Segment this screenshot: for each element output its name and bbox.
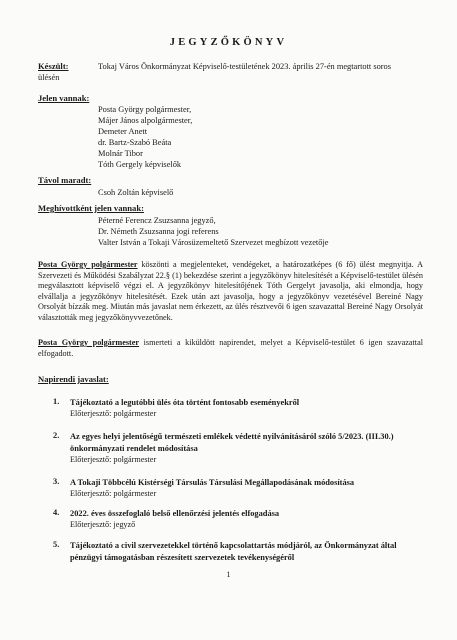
agenda-item-number: 4. (53, 508, 60, 517)
agenda-item-number: 2. (53, 431, 60, 440)
agenda-item-presenter: Előterjesztő: polgármester (70, 409, 157, 418)
speaker-name: Posta György polgármester (38, 260, 138, 269)
page-number: 1 (226, 570, 231, 579)
keszult-line1: Tokaj Város Önkormányzat Képviselő-testületének 2023. április 27-én megtartott soros (98, 62, 392, 71)
agenda-item-title: Az egyes helyi jelentőségű természeti emlékek védetté nyilvánításáról szóló 5/2023. (III.30.) önkormányzati rendelet módosítása (70, 432, 394, 453)
jelen-vannak-label: Jelen vannak: (38, 93, 90, 103)
tavol-label: Távol maradt: (38, 175, 92, 185)
agenda-item-presenter: Előterjesztő: polgármester (70, 455, 157, 464)
invited-member: Dr. Németh Zsuzsanna jogi referens (98, 227, 219, 236)
agenda-item-number: 3. (53, 477, 60, 486)
paragraph-text: ismerteti a kiküldött napirendet, melyet a Képviselő-testület 6 igen szavazattal elfogadott. (38, 338, 423, 358)
present-member: dr. Bartz-Szabó Beáta (98, 138, 172, 147)
agenda-item-title: A Tokaji Többcélú Kistérségi Társulás Társulási Megállapodásának módosítása (70, 478, 355, 487)
invited-member: Valter István a Tokaji Városüzemeltető Szervezet megbízott vezetője (98, 238, 329, 247)
agenda-item-title: Tájékoztató a legutóbbi ülés óta történt fontosabb eseményekről (70, 398, 300, 407)
agenda-item-number: 5. (53, 540, 60, 549)
napirendi-label: Napirendi javaslat: (38, 374, 109, 384)
present-member: Molnár Tibor (98, 149, 143, 158)
present-member: Demeter Anett (98, 127, 148, 136)
present-member: Posta György polgármester, (98, 105, 192, 114)
agenda-item-presenter: Előterjesztő: polgármester (70, 489, 157, 498)
invited-member: Péterné Ferencz Zsuzsanna jegyző, (98, 216, 216, 225)
meghivott-label: Meghívottként jelen vannak: (38, 203, 144, 213)
absent-member: Csoh Zoltán képviselő (98, 188, 174, 197)
agenda-item-number: 1. (53, 397, 60, 406)
present-member: Májer János alpolgármester, (98, 116, 193, 125)
agenda-acceptance-paragraph (38, 338, 423, 359)
document-title: JEGYZŐKÖNYV (169, 37, 288, 48)
opening-paragraph (38, 260, 423, 324)
speaker-name: Posta György polgármester (38, 338, 140, 347)
agenda-item-presenter: Előterjesztő: jegyző (70, 520, 136, 529)
keszult-line2: ülésén (38, 73, 60, 82)
keszult-label: Készült: (38, 61, 69, 71)
paragraph-text: köszönti a megjelenteket, vendégeket, a határozatképes (6 fő) ülést megnyitja. A Szervezeti és Működési Szabályzat 22.§ (1) bekezdése szerint a jegyzőkönyv hitelesítését a Képviselő-testület ülésén megválasztott képviselő végzi el. A jegyzőkönyv hitelesítőjének Tóth Gergelyt javasolja, aki elmondja, hogy elvállalja a jegyzőkönyv hitelesítését. Ezek után azt javasolja, hogy a jegyzőkönyv vezetésével Bereiné Nagy Orsolyát bízzák meg. Miután más javaslat nem érkezett, az ülés résztvevői 6 igen szavazattal Bereiné Nagy Orsolyát választották meg jegyzőkönyvvezetőnek. (38, 260, 424, 322)
agenda-item-title: Tájékoztató a civil szervezetekkel történő kapcsolattartás módjáról, az Önkormányzat által pénzügyi támogatásban részesített szervezetek tevékenységéről (70, 541, 397, 562)
agenda-item-title: 2022. éves összefoglaló belső ellenőrzési jelentés elfogadása (70, 509, 280, 518)
present-member: Tóth Gergely képviselők (98, 160, 182, 169)
